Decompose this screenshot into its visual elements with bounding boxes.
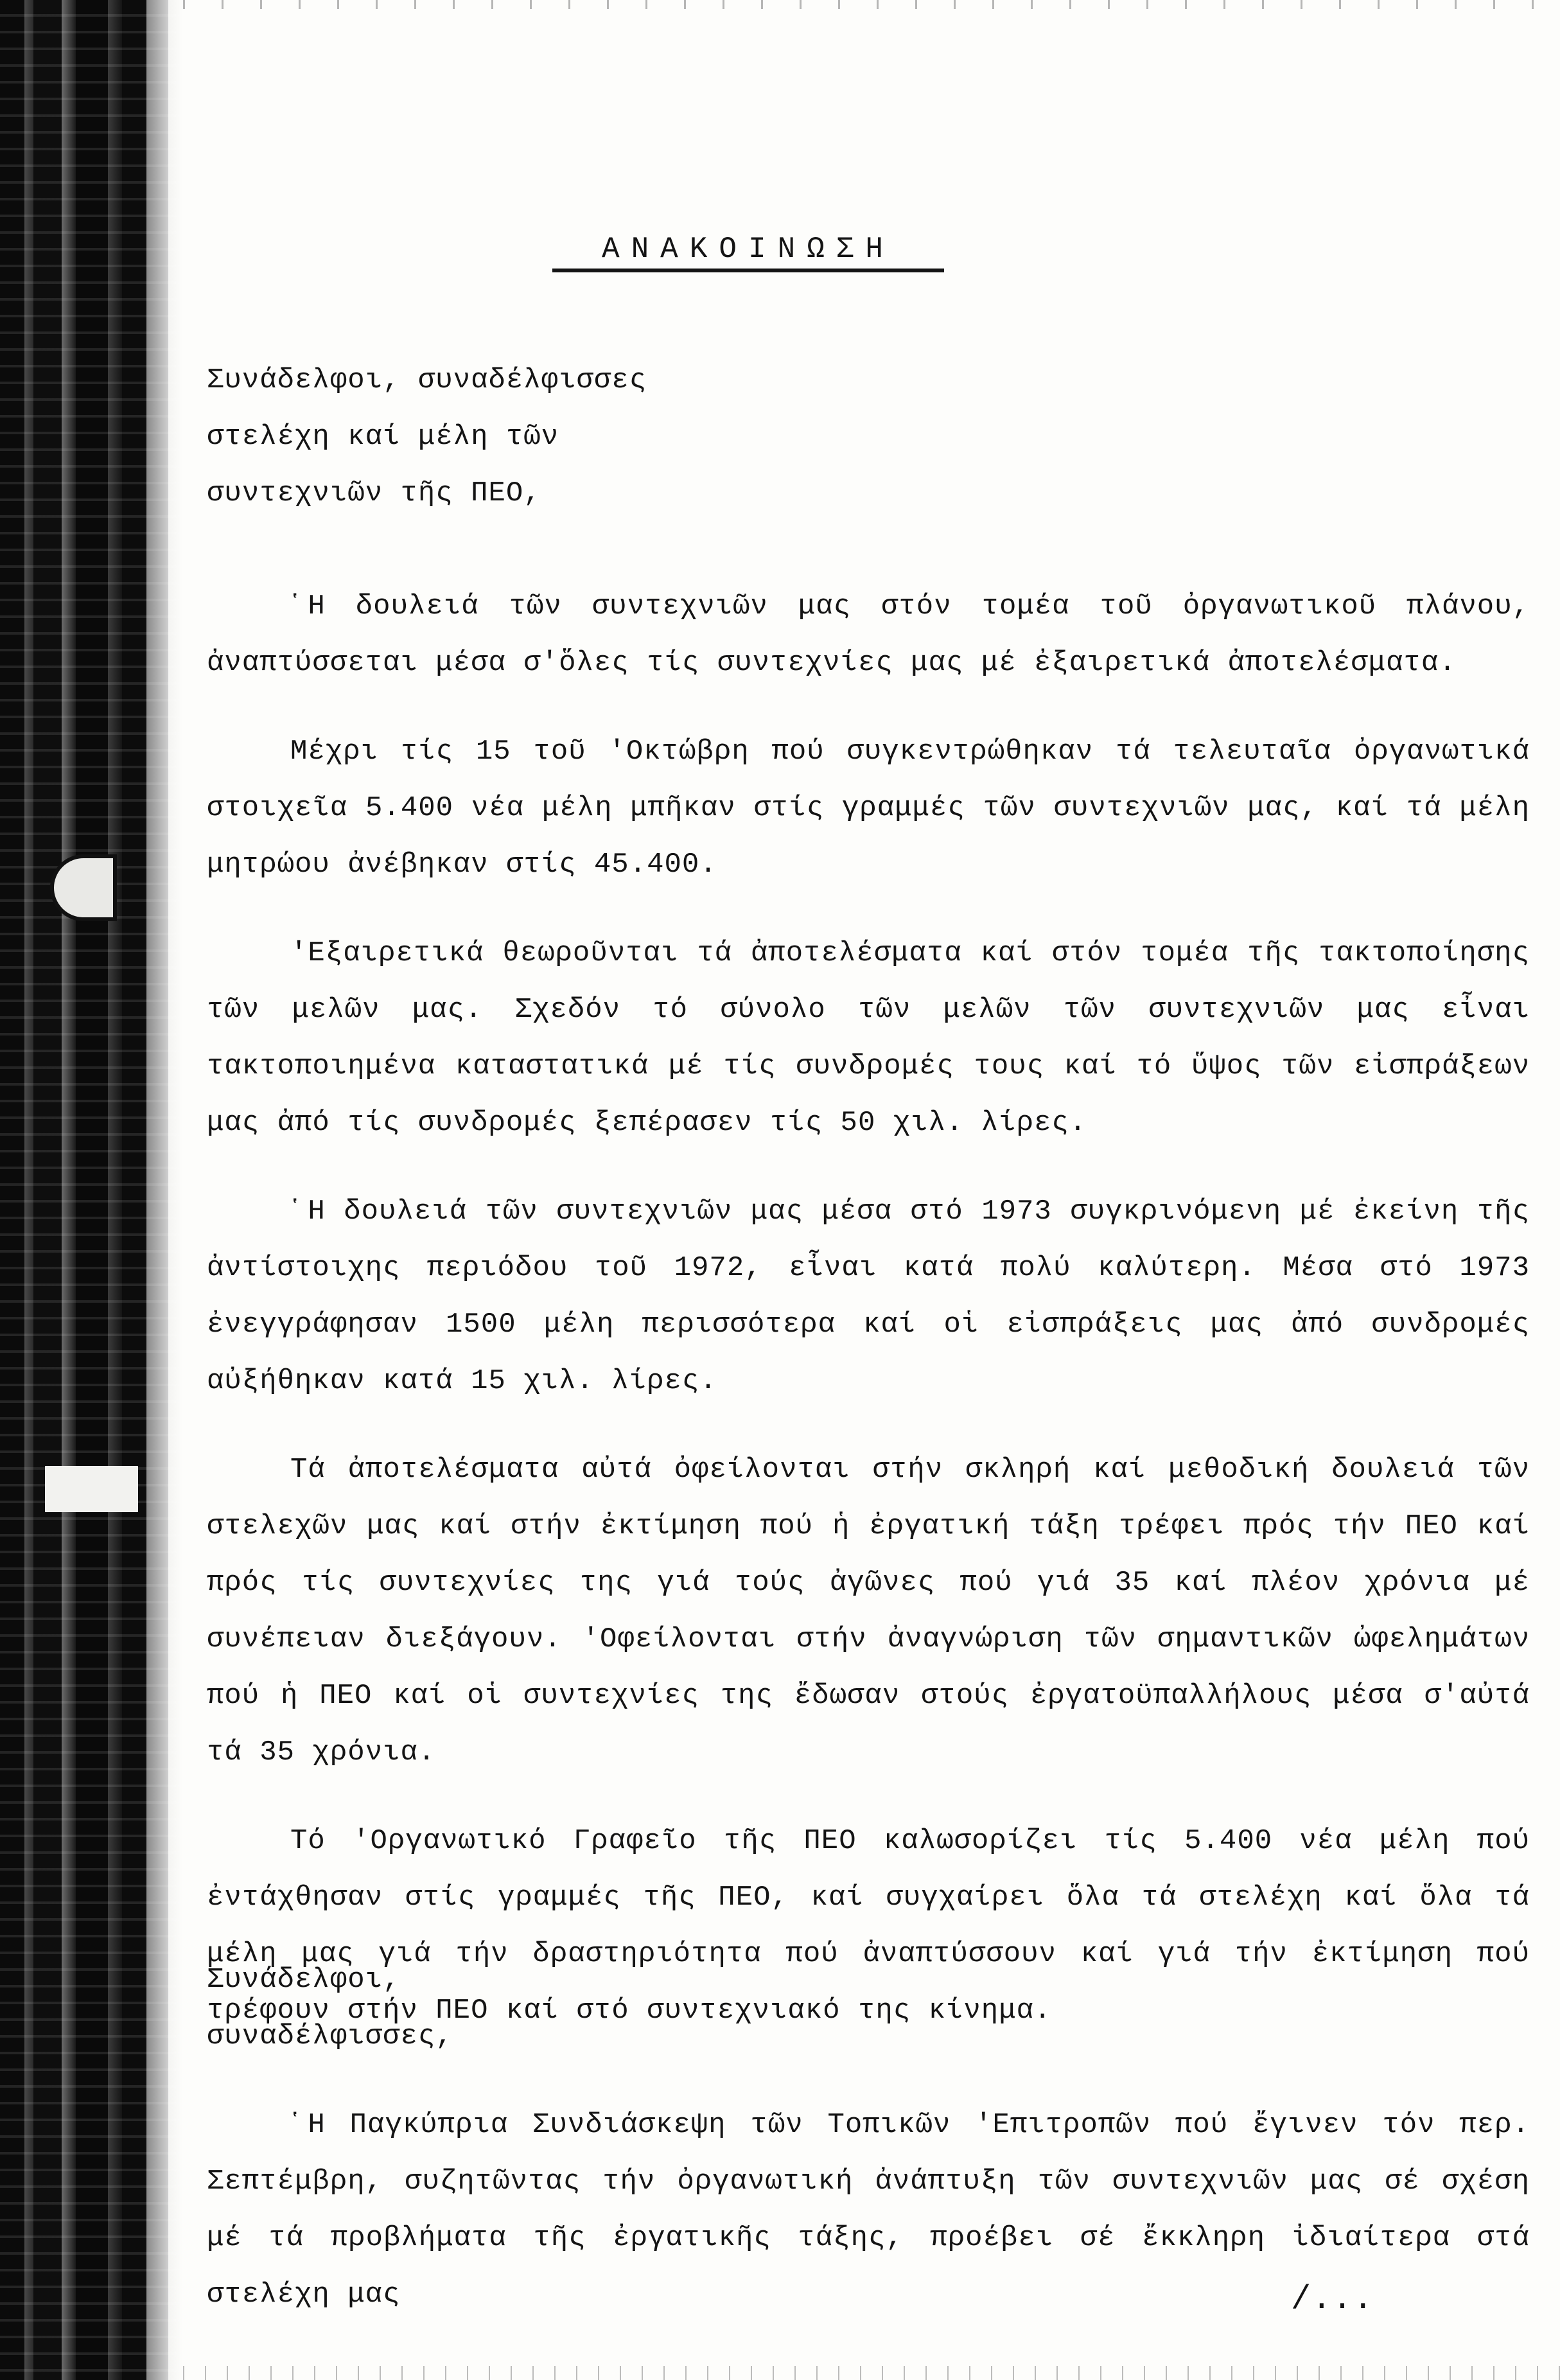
closing-address-line: Συνάδελφοι, [207, 1964, 401, 1996]
body-text [207, 578, 1530, 2071]
binder-clip-mark [50, 854, 117, 921]
final-paragraph: ῾Η Παγκύπρια Συνδιάσκεψη τῶν Τοπικῶν 'Επιτροπῶν πού ἔγινεν τόν περ. Σεπτέμβρη, συζητῶντας τήν ὀργανωτική ἀνάπτυξη τῶν συντεχνιῶν μας σέ σχέση μέ τά προβλήματα τῆς ἐργατικῆς τάξης, προέβει σέ ἔκκληρη ἰδιαίτερα στά στελέχη μας [207, 2109, 1530, 2311]
scan-noise-bottom [183, 2366, 1560, 2380]
closing-address [207, 1952, 453, 2065]
document-title: ΑΝΑΚΟΙΝΩΣΗ [552, 233, 944, 272]
binding-edge [0, 0, 183, 2380]
paragraph: ῾Η δουλειά τῶν συντεχνιῶν μας μέσα στό 1973 συγκρινόμενη μέ ἐκείνη τῆς ἀντίστοιχης περιόδου τοῦ 1972, εἶναι κατά πολύ καλύτερη. Μέσα στό 1973 ἐνεγγράφησαν 1500 μέλη περισσότερα καί οἱ εἰσπράξεις μας ἀπό συνδρομές αὐξήθηκαν κατά 15 χιλ. λίρες. [207, 1195, 1530, 1397]
paragraph: Τά ἀποτελέσματα αὐτά ὀφείλονται στήν σκληρή καί μεθοδική δουλειά τῶν στελεχῶν μας καί στήν ἐκτίμηση πού ἡ ἐργατική τάξη τρέφει πρός τήν ΠΕΟ καί πρός τίς συντεχνίες της γιά τούς ἀγῶνες πού γιά 35 καί πλέον χρόνια μέ συνέπειαν διεξάγουν. 'Οφείλονται στήν ἀναγνώριση τῶν σημαντικῶν ὠφελημάτων πού ἡ ΠΕΟ καί οἱ συντεχνίες της ἔδωσαν στούς ἐργατοϋπαλλήλους μέσα σ'αὐτά τά 35 χρόνια. [207, 1454, 1530, 1768]
continuation-mark: /... [1291, 2280, 1374, 2318]
paragraph: ῾Η δουλειά τῶν συντεχνιῶν μας στόν τομέα τοῦ ὀργανωτικοῦ πλάνου, ἀναπτύσσεται μέσα σ'ὅλες τίς συντεχνίες μας μέ ἐξαιρετικά ἀποτελέσματα. [207, 590, 1530, 679]
paragraph: Μέχρι τίς 15 τοῦ 'Οκτώβρη πού συγκεντρώθηκαν τά τελευταῖα ὀργανωτικά στοιχεῖα 5.400 νέα μέλη μπῆκαν στίς γραμμές τῶν συντεχνιῶν μας, καί τά μέλη μητρώου ἀνέβηκαν στίς 45.400. [207, 736, 1530, 881]
salutation-line: συντεχνιῶν τῆς ΠΕΟ, [207, 477, 541, 509]
salutation [207, 352, 647, 522]
closing-address-line: συναδέλφισσες, [207, 2020, 453, 2052]
paragraph: 'Εξαιρετικά θεωροῦνται τά ἀποτελέσματα καί στόν τομέα τῆς τακτοποίησης τῶν μελῶν μας. Σχεδόν τό σύνολο τῶν μελῶν τῶν συντεχνιῶν μας εἶναι τακτοποιημένα καταστατικά μέ τίς συνδρομές τους καί τό ὕψος τῶν εἰσπράξεων μας ἀπό τίς συνδρομές ξεπέρασεν τίς 50 χιλ. λίρες. [207, 937, 1530, 1139]
scan-noise-top [183, 0, 1560, 9]
salutation-line: στελέχη καί μέλη τῶν [207, 421, 559, 453]
tape-mark [45, 1466, 138, 1512]
salutation-line: Συνάδελφοι, συναδέλφισσες [207, 364, 647, 396]
paragraph: Τό 'Οργανωτικό Γραφεῖο τῆς ΠΕΟ καλωσορίζει τίς 5.400 νέα μέλη πού ἐντάχθησαν στίς γραμμές τῆς ΠΕΟ, καί συγχαίρει ὅλα τά στελέχη καί ὅλα τά μέλη μας γιά τήν δραστηριότητα πού ἀναπτύσσουν καί γιά τήν ἐκτίμηση πού τρέφουν στήν ΠΕΟ καί στό συντεχνιακό της κίνημα. [207, 1825, 1530, 2027]
